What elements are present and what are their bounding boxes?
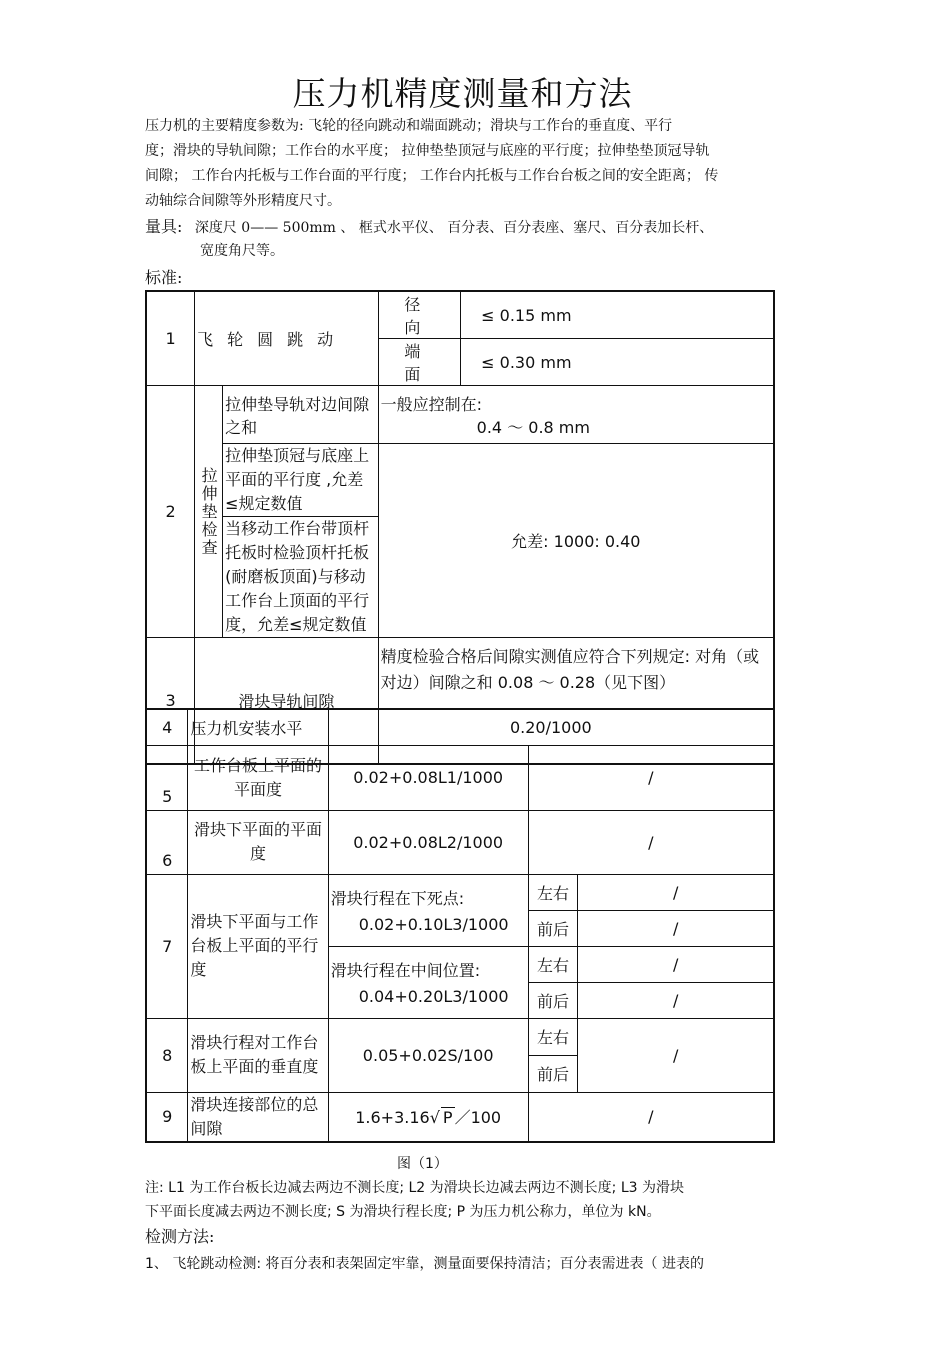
direction-label: 前后	[528, 1055, 578, 1092]
direction-label: 左右	[528, 874, 578, 910]
table-note	[145, 1176, 684, 1224]
group-label: 拉伸垫检查	[195, 386, 223, 638]
item-name: 拉伸垫顶冠与底座上平面的平行度 ,允差≤规定数值	[223, 444, 379, 517]
note-line-1: 注: L1 为工作台板长边减去两边不测长度; L2 为滑块长边减去两边不测长度; L3 为滑块	[145, 1180, 684, 1196]
measured-result: /	[528, 810, 774, 874]
item-name: 滑块下平面的平面度	[188, 810, 328, 874]
measured-result: /	[528, 745, 774, 810]
item-name: 滑块连接部位的总间隙	[188, 1092, 328, 1142]
formula-prefix: 1.6+3.16	[355, 1108, 430, 1128]
item-name: 压力机安装水平	[188, 709, 328, 745]
tolerance-cell	[328, 874, 528, 946]
tolerance-note: 一般应控制在:	[380, 394, 483, 414]
tools-line-2: 宽度角尺等。	[200, 243, 284, 259]
row-number: 6	[146, 810, 188, 874]
intro-line-4: 动轴综合间隙等外形精度尺寸。	[145, 193, 341, 209]
note-line-2: 下平面长度减去两边不测长度; S 为滑块行程长度; P 为压力机公称力，单位为 kN。	[145, 1204, 661, 1220]
table-row	[146, 810, 774, 874]
direction-label: 前后	[528, 910, 578, 946]
row-number: 1	[146, 291, 195, 386]
item-name: 滑块行程对工作台板上平面的垂直度	[188, 1018, 328, 1092]
tolerance-value: 允差: 1000: 0.40	[378, 444, 774, 638]
tolerance-value: ≤ 0.30 mm	[461, 339, 774, 386]
item-name: 滑块导轨间隙	[195, 638, 379, 764]
table-row	[146, 709, 774, 745]
method-step-1: 1、 飞轮跳动检测: 将百分表和表架固定牢靠，测量面要保持清洁；百分表需进表（ 进表的	[145, 1256, 704, 1272]
measured-result: /	[578, 910, 774, 946]
row-number: 5	[146, 745, 188, 810]
measured-result: /	[578, 982, 774, 1018]
tolerance-value: 0.02+0.08L2/1000	[328, 810, 528, 874]
item-name: 滑块下平面与工作台板上平面的平行度	[188, 874, 328, 1018]
item-name: 拉伸垫导轨对边间隙之和	[223, 386, 379, 444]
measured-result: /	[578, 1018, 774, 1092]
row-number: 7	[146, 874, 188, 1018]
tolerance-cell	[378, 386, 774, 444]
intro-line-2: 度；滑块的导轨间隙；工作台的水平度； 拉伸垫垫顶冠与底座的平行度；拉伸垫垫顶冠导轨	[145, 143, 710, 159]
intro-line-1: 压力机的主要精度参数为: 飞轮的径向跳动和端面跳动；滑块与工作台的垂直度、平行	[145, 118, 673, 134]
tolerance-value: 精度检验合格后间隙实测值应符合下列规定: 对角（或对边）间隙之和 0.08 ～ 0.28（见下图）	[378, 638, 774, 764]
row-number: 8	[146, 1018, 188, 1092]
row-number: 2	[146, 386, 195, 638]
tolerance-value: 0.04+0.20L3/1000	[358, 987, 509, 1006]
row-number: 9	[146, 1092, 188, 1142]
table-row	[146, 291, 774, 339]
table-row	[146, 874, 774, 910]
standards-table-upper	[145, 290, 775, 765]
tolerance-value: 0.05+0.02S/100	[328, 1018, 528, 1092]
table-row	[146, 1018, 774, 1055]
row-number: 3	[146, 638, 195, 764]
table-row	[146, 1092, 774, 1142]
table-row	[146, 386, 774, 444]
tolerance-value: 0.4 ～ 0.8 mm	[476, 417, 590, 437]
direction-label: 左右	[528, 1018, 578, 1055]
formula-suffix: ／100	[454, 1108, 502, 1128]
figure-caption: 图（1）	[397, 1156, 448, 1172]
sub-item-label: 端 面	[378, 339, 461, 386]
tools-line-1	[145, 214, 713, 241]
tolerance-value: ≤ 0.15 mm	[461, 291, 774, 339]
measured-result: /	[528, 1092, 774, 1142]
item-name: 工作台板上平面的平面度	[188, 745, 328, 810]
table-row	[146, 444, 774, 517]
standard-label: 标准:	[145, 268, 183, 287]
measured-result: /	[578, 946, 774, 982]
tolerance-value: 0.20/1000	[328, 709, 774, 745]
standards-table-lower	[145, 708, 775, 1143]
direction-label: 左右	[528, 946, 578, 982]
tolerance-value: 0.02+0.10L3/1000	[358, 915, 509, 934]
item-name: 当移动工作台带顶杆托板时检验顶杆托板 (耐磨板顶面)与移动工作台上顶面的平行度，允差≤规定数值	[223, 517, 379, 638]
tools-label: 量具:	[145, 217, 183, 236]
tools-text-1: 深度尺 0—— 500mm 、 框式水平仪、 百分表、百分表座、塞尺、百分表加长杆、	[194, 220, 714, 236]
intro-line-3: 间隙； 工作台内托板与工作台面的平行度； 工作台内托板与工作台台板之间的安全距离； 传	[145, 168, 719, 184]
measured-result: /	[578, 874, 774, 910]
tolerance-condition: 滑块行程在下死点:	[330, 889, 465, 908]
tolerance-condition: 滑块行程在中间位置:	[330, 961, 481, 980]
document-title: 压力机精度测量和方法	[292, 74, 633, 113]
direction-label: 前后	[528, 982, 578, 1018]
formula-radicand: P	[442, 1108, 453, 1128]
tolerance-formula	[328, 1092, 528, 1142]
method-heading: 检测方法:	[145, 1227, 215, 1246]
tolerance-cell	[328, 946, 528, 1018]
intro-paragraph	[145, 114, 718, 214]
row-number: 4	[146, 709, 188, 745]
sub-item-label: 径 向	[378, 291, 461, 339]
tolerance-value: 0.02+0.08L1/1000	[328, 745, 528, 810]
sqrt-sign-icon: √	[429, 1108, 440, 1128]
table-row	[146, 745, 774, 810]
item-name: 飞轮圆跳动	[195, 291, 379, 386]
